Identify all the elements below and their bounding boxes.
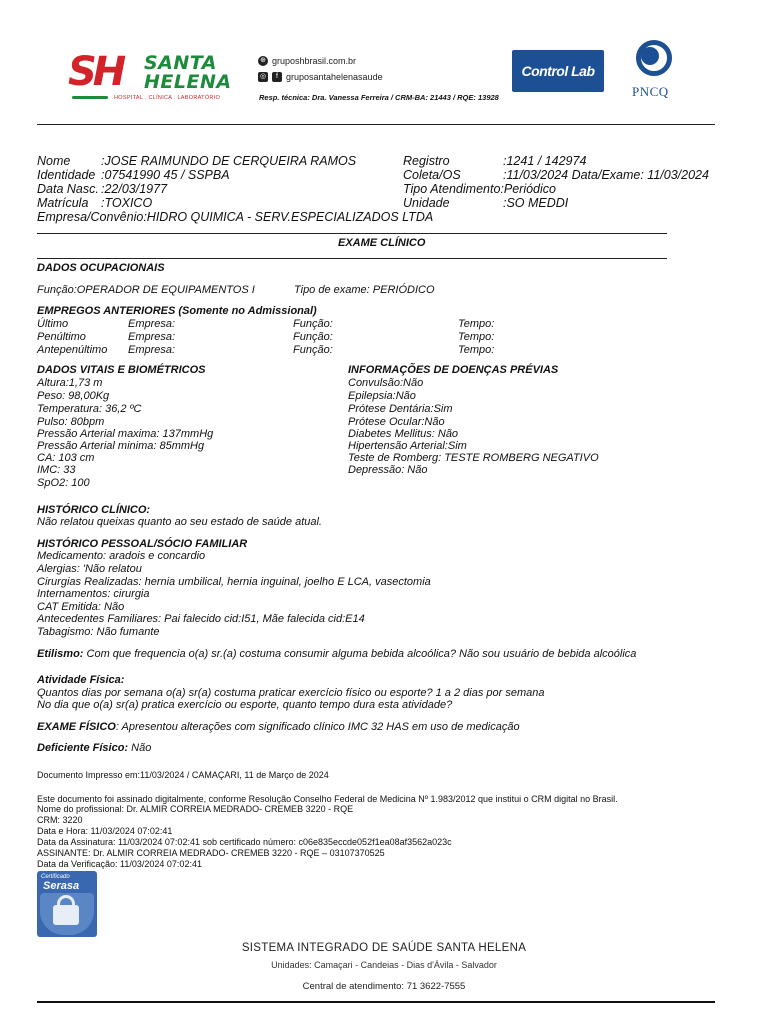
emprego-row-empresa: Empresa:	[128, 318, 176, 330]
logo-swoosh	[72, 96, 108, 99]
atividade-q1: Quantos dias por semana o(a) sr(a) costuma praticar exercício físico ou esporte? 1 a 2 dias por semana	[37, 687, 545, 699]
assinatura-line: Data da Assinatura: 11/03/2024 07:02:41 sob certificado número: c06e835eccde052f1ea08af3562a023c	[37, 837, 452, 847]
vital-line: SpO2: 100	[37, 477, 90, 489]
empresa-value: :HIDRO QUIMICA - SERV.ESPECIALIZADOS LTDA	[143, 210, 434, 224]
emprego-row-label: Penúltimo	[37, 331, 86, 343]
empregos-heading: EMPREGOS ANTERIORES (Somente no Admissional)	[37, 305, 317, 317]
logo-tagline: HOSPITAL . CLÍNICA . LABORATÓRIO	[114, 95, 221, 101]
etilismo-line	[37, 648, 636, 661]
emprego-row-tempo: Tempo:	[458, 344, 495, 356]
nasc-value: :22/03/1977	[101, 182, 168, 196]
lock-icon	[53, 905, 79, 925]
emprego-row-funcao: Função:	[293, 318, 333, 330]
ocupacionais-heading: DADOS OCUPACIONAIS	[37, 262, 165, 274]
doenca-line: Prótese Ocular:Não	[348, 416, 445, 428]
assinatura-line: Este documento foi assinado digitalmente, conforme Resolução Conselho Federal de Medicina Nº 1.983/2012 que institui o CRM digital no Brasil.	[37, 794, 618, 804]
assinatura-line: Nome do profissional: Dr. ALMIR CORREIA MEDRADO- CREMEB 3220 - RQE	[37, 804, 354, 814]
unidade-label: Unidade	[403, 196, 450, 210]
vital-line: Pressão Arterial minima: 85mmHg	[37, 440, 205, 452]
doenca-line: Teste de Romberg: TESTE ROMBERG NEGATIVO	[348, 452, 599, 464]
identidade-value: :07541990 45 / SSPBA	[101, 168, 230, 182]
deficiente-line	[37, 742, 151, 755]
matricula-value: :TOXICO	[101, 196, 153, 210]
website-text[interactable]: gruposhbrasil.com.br	[272, 56, 357, 66]
logo-name-line2: HELENA	[144, 71, 232, 93]
nasc-label: Data Nasc.	[37, 182, 99, 196]
exame-fisico-line	[37, 721, 520, 734]
vital-line: Peso: 98,00Kg	[37, 390, 110, 402]
logo-mark: SH	[68, 49, 123, 95]
tipo-value: :Periódico	[500, 182, 556, 196]
atividade-heading: Atividade Física:	[37, 674, 125, 686]
tipo-exame-text: Tipo de exame: PERIÓDICO	[294, 284, 435, 296]
doencas-heading: INFORMAÇÕES DE DOENÇAS PRÉVIAS	[348, 364, 559, 376]
registro-label: Registro	[403, 154, 450, 168]
historico-pessoal-line: Medicamento: aradois e concardio	[37, 550, 206, 562]
doenca-line: Convulsão:Não	[348, 377, 424, 389]
exam-title-top-rule	[37, 233, 667, 234]
funcao-text: Função:OPERADOR DE EQUIPAMENTOS I	[37, 284, 255, 296]
tipo-line	[403, 182, 556, 196]
doenca-line: Prótese Dentária:Sim	[348, 403, 453, 415]
footer-divider	[37, 1001, 715, 1003]
controllab-logo: Control Lab	[512, 50, 604, 92]
globe-icon: ⊕	[258, 56, 268, 66]
header-divider	[37, 124, 715, 125]
emprego-row-funcao: Função:	[293, 344, 333, 356]
vital-line: Pulso: 80bpm	[37, 416, 105, 428]
footer-units: Unidades: Camaçari - Candeias - Dias d'Ávila - Salvador	[271, 960, 497, 970]
historico-clinico-heading: HISTÓRICO CLÍNICO:	[37, 504, 151, 516]
registro-value: :1241 / 142974	[503, 154, 587, 168]
exame-fisico-text: : Apresentou alterações com significado clínico IMC 32 HAS em uso de medicação	[115, 721, 520, 733]
doenca-line: Epilepsia:Não	[348, 390, 416, 402]
serasa-badge-name: Serasa	[43, 880, 80, 892]
emprego-row-funcao: Função:	[293, 331, 333, 343]
exam-title-bottom-rule	[37, 258, 667, 259]
doenca-line: Depressão: Não	[348, 464, 428, 476]
instagram-icon: ◎	[259, 73, 267, 80]
website-row	[258, 56, 356, 66]
exame-fisico-label: EXAME FÍSICO	[37, 721, 116, 733]
historico-pessoal-line: Internamentos: cirurgia	[37, 588, 150, 600]
nome-value: :JOSE RAIMUNDO DE CERQUEIRA RAMOS	[101, 154, 357, 168]
vital-line: IMC: 33	[37, 464, 76, 476]
atividade-q2: No dia que o(a) sr(a) pratica exercício ou esporte, quanto tempo dura esta atividade?	[37, 699, 453, 711]
deficiente-label: Deficiente Físico:	[37, 742, 129, 754]
footer-central: Central de atendimento: 71 3622-7555	[302, 981, 466, 992]
assinatura-line: Data e Hora: 11/03/2024 07:02:41	[37, 826, 173, 836]
emprego-row-label: Antepenúltimo	[37, 344, 108, 356]
vitais-heading: DADOS VITAIS E BIOMÉTRICOS	[37, 364, 206, 376]
empresa-line	[37, 210, 433, 224]
historico-pessoal-line: Cirurgias Realizadas: hernia umbilical, hernia inguinal, joelho E LCA, vasectomia	[37, 576, 431, 588]
logo-name-line1: SANTA	[144, 52, 217, 74]
assinatura-line: ASSINANTE: Dr. ALMIR CORREIA MEDRADO- CREMEB 3220 - RQE – 03107370525	[37, 848, 385, 858]
matricula-label: Matrícula	[37, 196, 89, 210]
exam-title: EXAME CLÍNICO	[338, 237, 426, 249]
historico-pessoal-line: Antecedentes Familiares: Pai falecido cid:I51, Mãe falecida cid:E14	[37, 613, 365, 625]
identidade-label: Identidade	[37, 168, 96, 182]
empresa-label: Empresa/Convênio	[37, 210, 144, 224]
pncq-center-icon	[641, 47, 659, 65]
serasa-certificate-badge	[37, 871, 97, 937]
emprego-row-tempo: Tempo:	[458, 318, 495, 330]
impresso-text: Documento Impresso em:11/03/2024 / CAMAÇARI, 11 de Março de 2024	[37, 770, 329, 780]
historico-pessoal-heading: HISTÓRICO PESSOAL/SÓCIO FAMILIAR	[37, 538, 248, 550]
historico-pessoal-line: CAT Emitida: Não	[37, 601, 125, 613]
resp-tecnica: Resp. técnica: Dra. Vanessa Ferreira / CRM-BA: 21443 / RQE: 13928	[259, 93, 499, 102]
emprego-row-empresa: Empresa:	[128, 331, 176, 343]
coleta-value: :11/03/2024 Data/Exame: 11/03/2024	[503, 168, 709, 182]
historico-pessoal-line: Alergias: 'Não relatou	[37, 563, 142, 575]
historico-clinico-text: Não relatou queixas quanto ao seu estado de saúde atual.	[37, 516, 322, 528]
pncq-label: PNCQ	[632, 84, 669, 99]
doenca-line: Hipertensão Arterial:Sim	[348, 440, 467, 452]
assinatura-line: Data da Verificação: 11/03/2024 07:02:41	[37, 859, 202, 869]
social-text[interactable]: gruposantahelenasaude	[286, 72, 383, 82]
assinatura-line: CRM: 3220	[37, 815, 83, 825]
unidade-value: :SO MEDDI	[503, 196, 569, 210]
emprego-row-tempo: Tempo:	[458, 331, 495, 343]
social-row	[258, 72, 383, 82]
deficiente-text: Não	[128, 742, 152, 754]
etilismo-label: Etilismo:	[37, 648, 84, 660]
pncq-logo	[628, 40, 684, 106]
santa-helena-logo	[68, 50, 238, 106]
emprego-row-label: Último	[37, 318, 69, 330]
footer-title: SISTEMA INTEGRADO DE SAÚDE SANTA HELENA	[241, 942, 527, 954]
doenca-line: Diabetes Mellitus: Não	[348, 428, 459, 440]
vital-line: Temperatura: 36,2 ºC	[37, 403, 142, 415]
vital-line: CA: 103 cm	[37, 452, 95, 464]
emprego-row-empresa: Empresa:	[128, 344, 176, 356]
vital-line: Altura:1,73 m	[37, 377, 103, 389]
vital-line: Pressão Arterial maxima: 137mmHg	[37, 428, 214, 440]
facebook-icon: f	[272, 72, 282, 82]
etilismo-text: Com que frequencia o(a) sr.(a) costuma consumir alguma bebida alcoólica? Não sou usuário de bebida alcoólica	[83, 648, 637, 660]
historico-pessoal-line: Tabagismo: Não fumante	[37, 626, 160, 638]
nome-label: Nome	[37, 154, 71, 168]
serasa-badge-top: Certificado	[41, 874, 70, 880]
coleta-label: Coleta/OS	[403, 168, 461, 182]
tipo-label: Tipo Atendimento	[403, 182, 501, 196]
